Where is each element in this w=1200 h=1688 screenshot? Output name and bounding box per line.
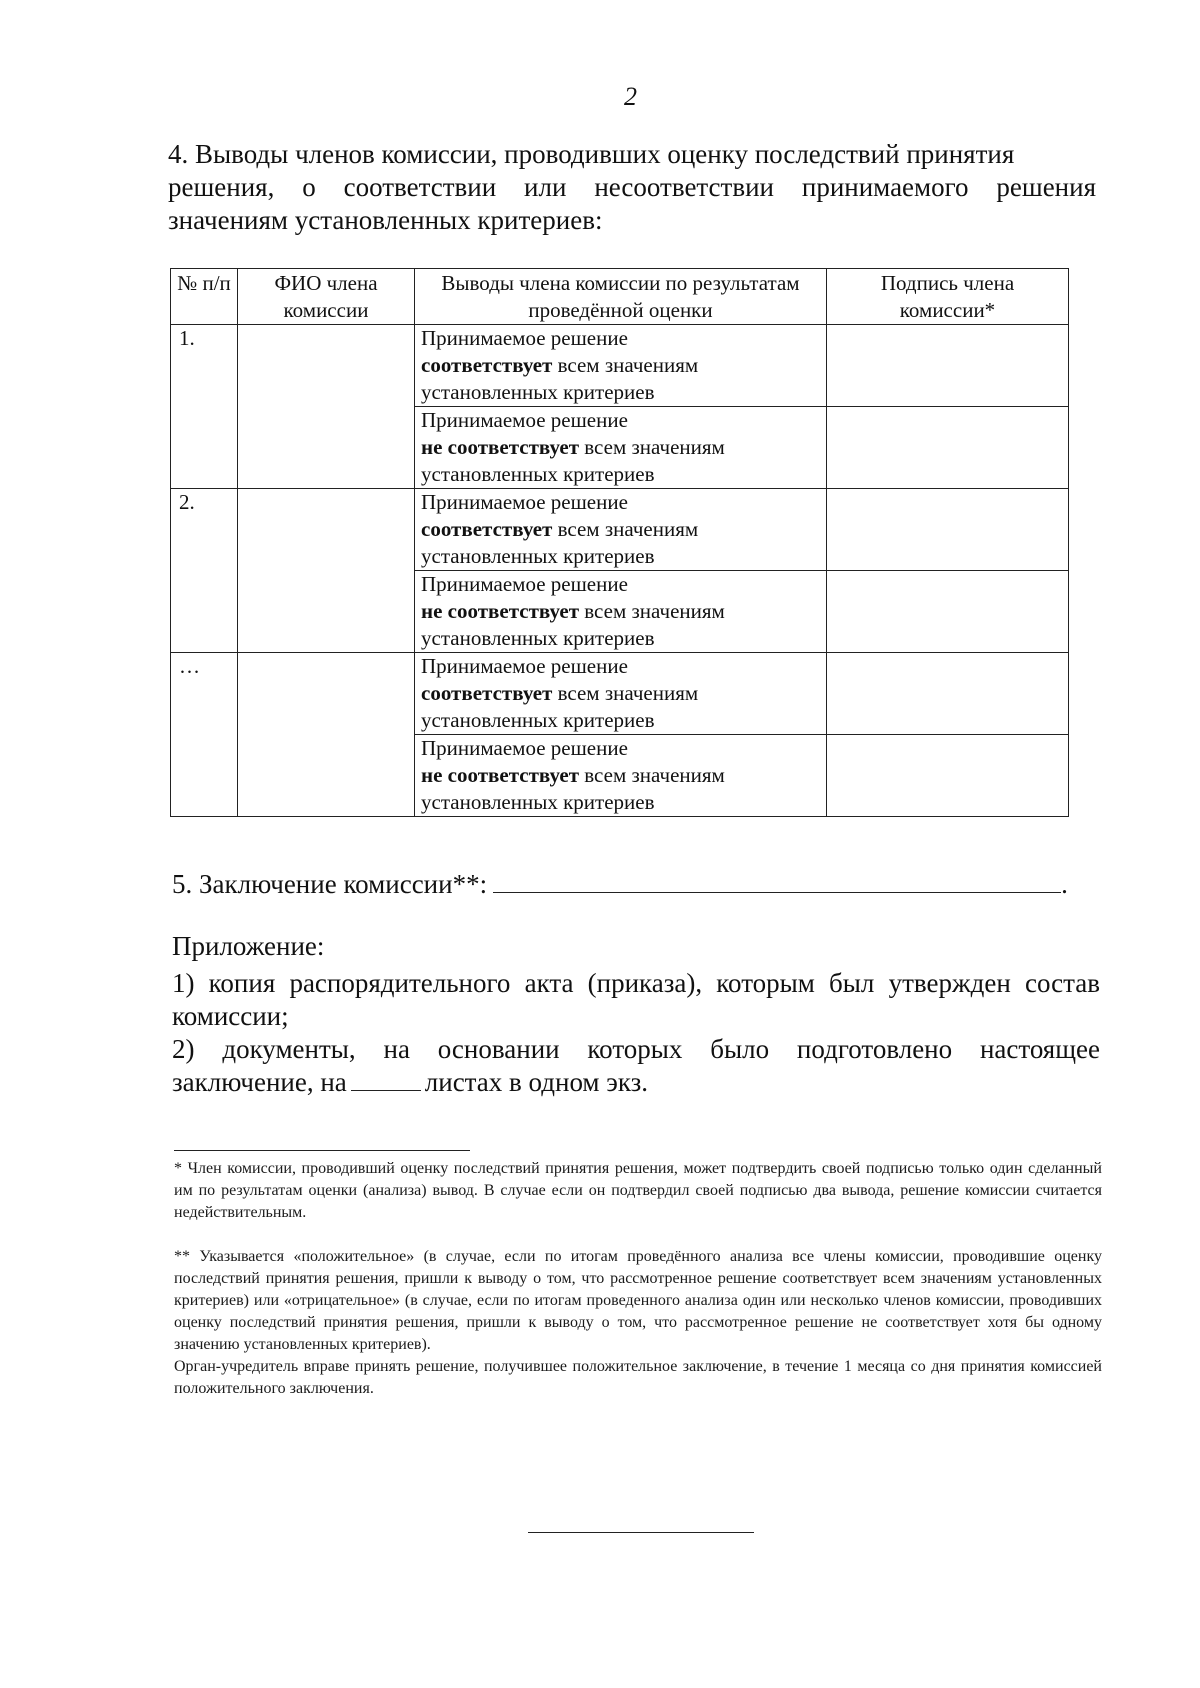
table-header-row	[171, 269, 1069, 325]
row-number: …	[171, 653, 238, 817]
footnotes	[174, 1158, 1102, 1400]
signature-cell[interactable]	[827, 489, 1069, 571]
conclusions-table	[170, 268, 1069, 817]
conclusion-lead: Принимаемое решение	[421, 572, 628, 596]
section-4-heading	[168, 138, 1096, 237]
appendix-item-2-line-2	[172, 1066, 1100, 1099]
fio-cell[interactable]	[238, 489, 415, 653]
section-5-end: .	[1061, 869, 1068, 899]
table-row	[171, 489, 1069, 571]
row-number: 2.	[171, 489, 238, 653]
header-conclusion: Выводы члена комиссии по результатам проведённой оценки	[415, 269, 827, 325]
section-5-label: 5. Заключение комиссии**:	[172, 869, 488, 899]
sheet-count-blank[interactable]	[351, 1068, 421, 1091]
conclusion-cell	[415, 407, 827, 489]
signature-cell[interactable]	[827, 571, 1069, 653]
footnote-2: ** Указывается «положительное» (в случае, если по итогам проведённого анализа все члены комиссии, проводившие оценку последствий принятия решения, пришли к выводу о том, что рассмотренное решение соответствует всем значениям установленных критериев) или «отрицательное» (в случае, если по итогам проведенного анализа один или несколько членов комиссии, проводивших оценку последствий принятия решения, пришли к выводу о том, что рассмотренное решение не соответствует хотя бы одному значению установленных критериев).	[174, 1248, 1102, 1353]
section-4-line-3: значениям установленных критериев:	[168, 205, 603, 235]
fio-cell[interactable]	[238, 325, 415, 489]
conclusion-cell	[415, 489, 827, 571]
section-4-line-1: 4. Выводы членов комиссии, проводивших оценку последствий принятия	[168, 139, 1015, 169]
conclusion-verdict: соответствует	[421, 517, 553, 541]
header-fio: ФИО члена комиссии	[238, 269, 415, 325]
appendix-item-1-line-1: 1) копия распорядительного акта (приказа), которым был утвержден состав	[172, 968, 1100, 998]
table-row	[171, 325, 1069, 407]
footnote-separator	[174, 1150, 470, 1151]
section-5-conclusion	[172, 866, 1102, 901]
appendix-item-1-line-2: комиссии;	[172, 1001, 289, 1031]
conclusion-lead: Принимаемое решение	[421, 490, 628, 514]
appendix-item-2-prefix: заключение, на	[172, 1067, 347, 1097]
conclusion-cell	[415, 653, 827, 735]
row-number: 1.	[171, 325, 238, 489]
signature-cell[interactable]	[827, 407, 1069, 489]
conclusion-tail: всем значениям установленных критериев	[421, 681, 699, 732]
conclusion-cell	[415, 571, 827, 653]
header-num: № п/п	[171, 269, 238, 325]
conclusion-lead: Принимаемое решение	[421, 408, 628, 432]
conclusion-tail: всем значениям установленных критериев	[421, 353, 699, 404]
fio-cell[interactable]	[238, 653, 415, 817]
conclusion-lead: Принимаемое решение	[421, 654, 628, 678]
conclusion-verdict: не соответствует	[421, 763, 580, 787]
conclusion-verdict: не соответствует	[421, 435, 580, 459]
appendix	[172, 930, 1100, 1099]
signature-cell[interactable]	[827, 653, 1069, 735]
conclusion-tail: всем значениям установленных критериев	[421, 435, 725, 486]
page-number: 2	[624, 82, 637, 111]
conclusion-cell	[415, 325, 827, 407]
signature-cell[interactable]	[827, 325, 1069, 407]
conclusion-tail: всем значениям установленных критериев	[421, 763, 725, 814]
table-row	[171, 653, 1069, 735]
conclusion-blank-line[interactable]	[493, 866, 1061, 893]
conclusion-tail: всем значениям установленных критериев	[421, 599, 725, 650]
conclusion-cell	[415, 735, 827, 817]
header-signature: Подпись члена комиссии*	[827, 269, 1069, 325]
appendix-item-2-suffix: листах в одном экз.	[424, 1067, 649, 1097]
signature-cell[interactable]	[827, 735, 1069, 817]
appendix-title: Приложение:	[172, 931, 325, 961]
conclusion-tail: всем значениям установленных критериев	[421, 517, 699, 568]
conclusion-verdict: соответствует	[421, 681, 553, 705]
conclusion-lead: Принимаемое решение	[421, 736, 628, 760]
appendix-item-2-line-1: 2) документы, на основании которых было подготовлено настоящее	[172, 1034, 1100, 1064]
conclusion-lead: Принимаемое решение	[421, 326, 628, 350]
section-4-line-2: решения, о соответствии или несоответствии принимаемого решения	[168, 172, 1096, 202]
conclusion-verdict: не соответствует	[421, 599, 580, 623]
end-separator	[528, 1532, 754, 1533]
footnote-1: * Член комиссии, проводивший оценку последствий принятия решения, может подтвердить своей подписью только один сделанный им по результатам оценки (анализа) вывод. В случае если он подтвердил своей подписью два вывода, решение комиссии считается недействительным.	[174, 1160, 1102, 1221]
conclusion-verdict: соответствует	[421, 353, 553, 377]
footnote-3: Орган-учредитель вправе принять решение, получившее положительное заключение, в течение 1 месяца со дня принятия комиссией положительного заключения.	[174, 1358, 1102, 1397]
